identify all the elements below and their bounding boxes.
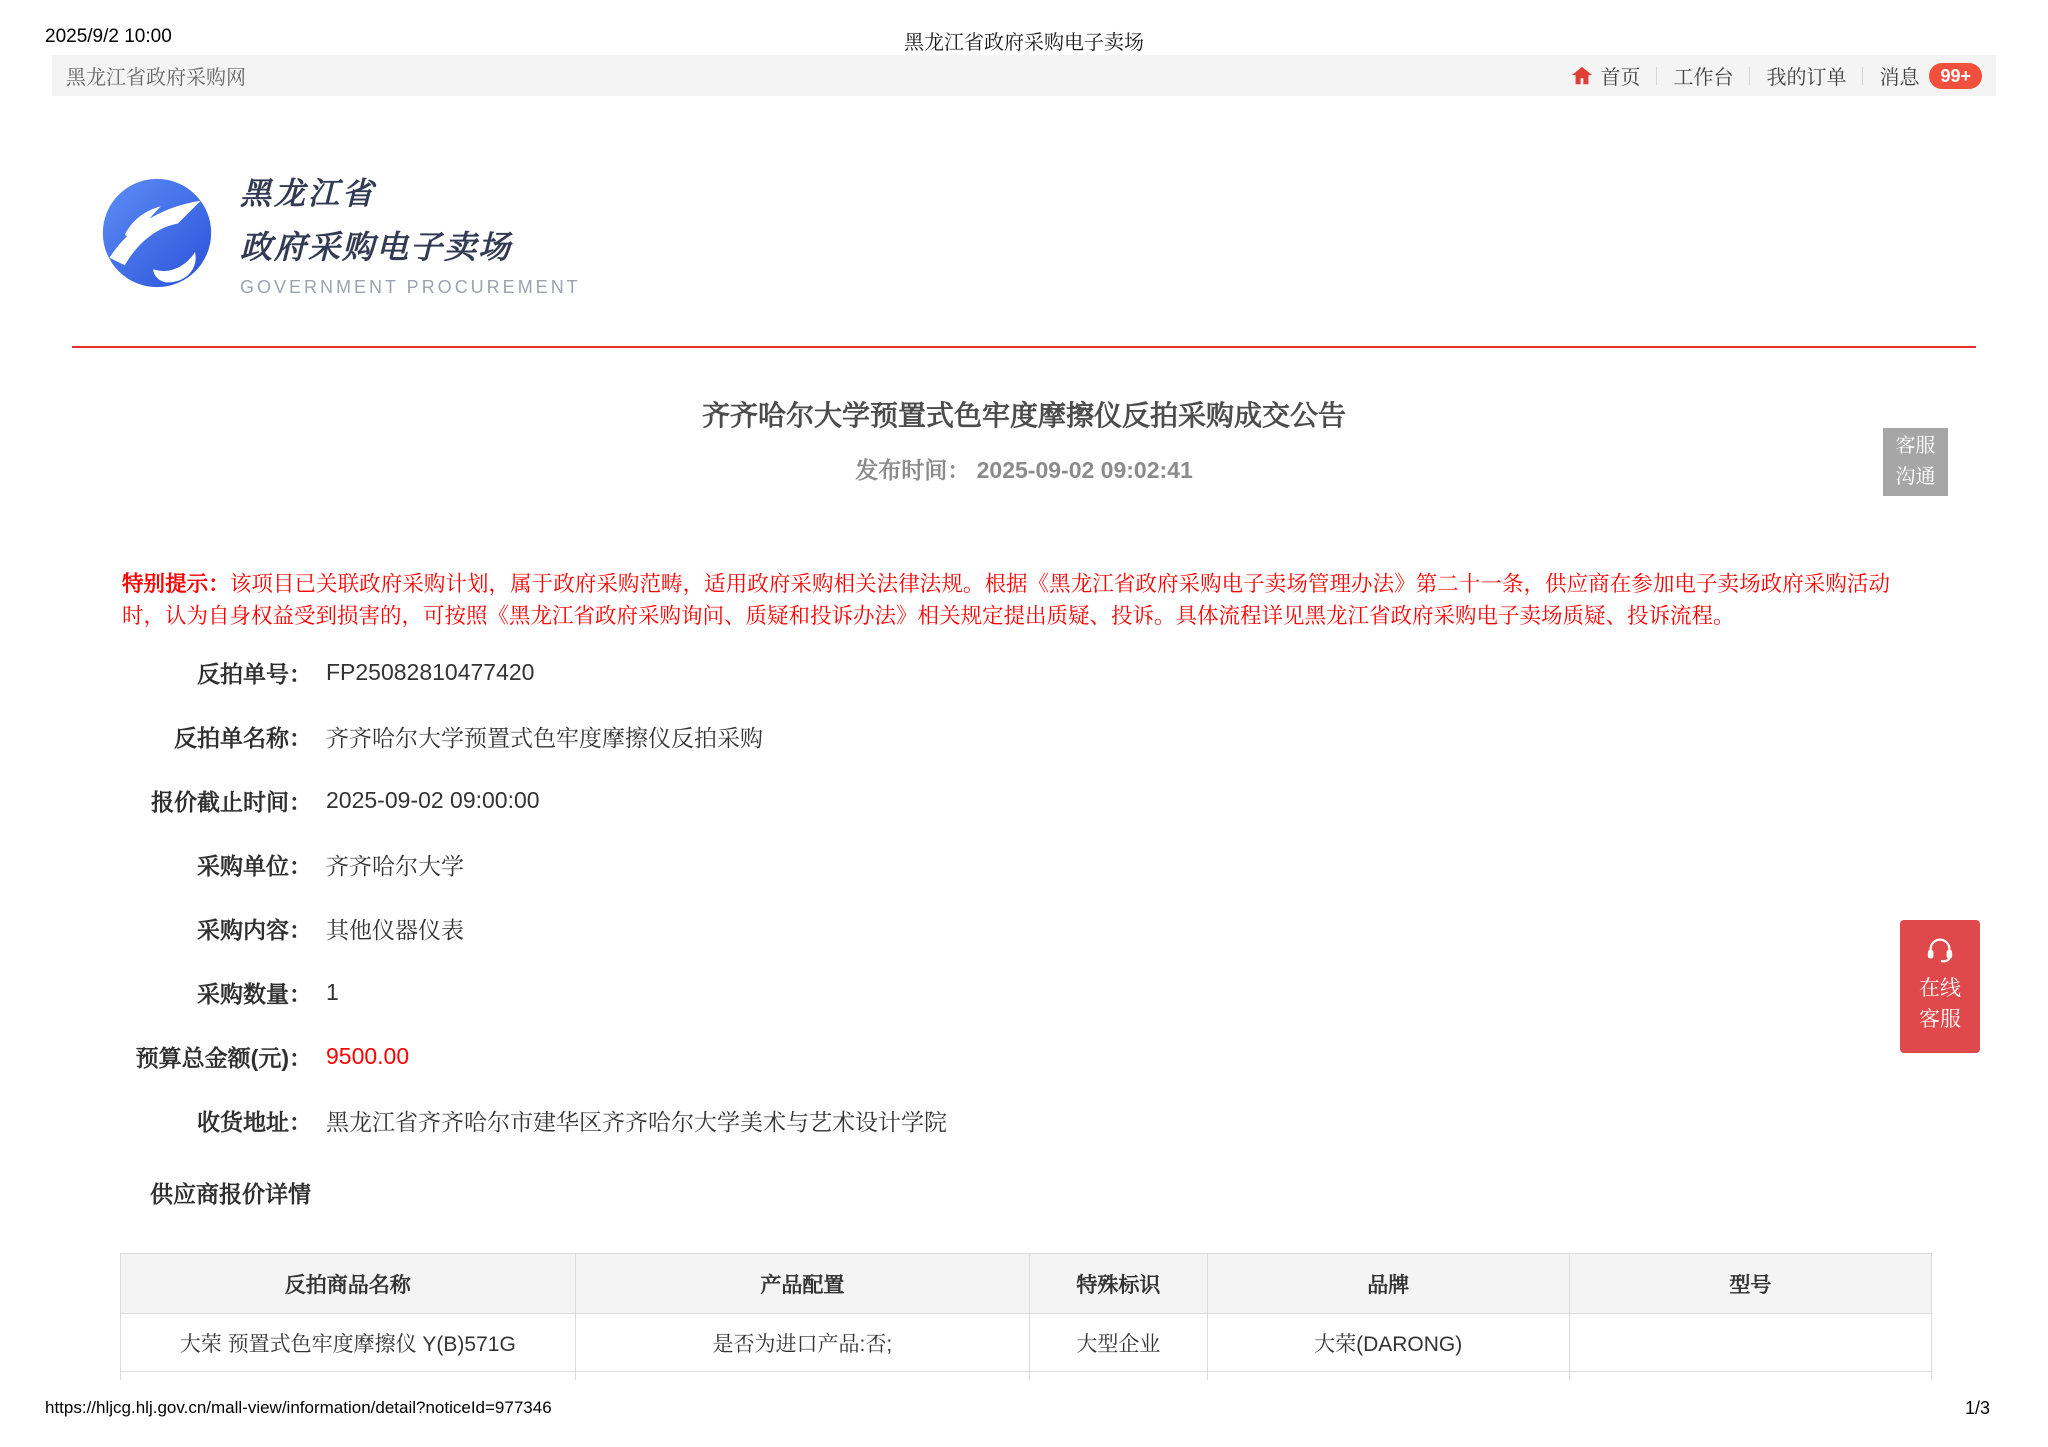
nav-separator: [1749, 67, 1750, 85]
logo-line1: 黑龙江省: [240, 176, 376, 211]
field-row-delivery-address: [120, 1088, 1820, 1152]
field-label: 反拍单号：: [197, 660, 312, 687]
customer-service-chat-button[interactable]: [1883, 428, 1948, 496]
publish-time-value: 2025-09-02 09:02:41: [976, 457, 1193, 483]
field-value: 2025-09-02 09:00:00: [326, 786, 540, 813]
field-value-budget: 9500.00: [326, 1042, 410, 1069]
field-row-budget: [120, 1024, 1820, 1088]
nav-item-my-orders[interactable]: [1766, 61, 1846, 90]
nav-menu: [1570, 61, 1982, 90]
col-header-model: 型号: [1569, 1254, 1931, 1314]
nav-item-workbench[interactable]: [1673, 61, 1733, 90]
logo-subtitle: GOVERNMENT PROCUREMENT: [240, 277, 581, 297]
divider-line: [72, 346, 1976, 348]
field-row-quantity: [120, 960, 1820, 1024]
home-icon: [1570, 65, 1594, 87]
field-value: 齐齐哈尔大学: [326, 852, 464, 879]
logo-icon: [100, 176, 214, 290]
table-row: [121, 1314, 1932, 1372]
field-label: 采购内容：: [197, 916, 312, 943]
online-service-line2: 客服: [1919, 1008, 1961, 1031]
online-service-label: [1900, 973, 1980, 1035]
online-customer-service-button[interactable]: [1900, 920, 1980, 1053]
field-value: 黑龙江省齐齐哈尔市建华区齐齐哈尔大学美术与艺术设计学院: [326, 1108, 947, 1135]
cell-product-config: 是否为进口产品:否;: [575, 1314, 1030, 1372]
nav-separator: [1862, 67, 1863, 85]
col-header-product-config: 产品配置: [575, 1254, 1030, 1314]
field-row-auction-name: [120, 704, 1820, 768]
field-label: 报价截止时间：: [151, 788, 312, 815]
nav-separator: [1656, 67, 1657, 85]
announcement-title: 齐齐哈尔大学预置式色牢度摩擦仪反拍采购成交公告: [701, 400, 1346, 431]
field-label: 采购数量：: [197, 980, 312, 1007]
print-doc-title: 黑龙江省政府采购电子卖场: [904, 32, 1144, 54]
nav-item-messages[interactable]: [1879, 61, 1919, 90]
cell-brand: 大荣(DARONG): [1207, 1314, 1569, 1372]
special-tip: [122, 568, 1890, 632]
cell-product-name: 大荣 预置式色牢度摩擦仪 Y(B)571G: [121, 1314, 576, 1372]
field-value: 其他仪器仪表: [326, 916, 464, 943]
table-row-clipped: [121, 1372, 1932, 1381]
field-row-purchase-content: [120, 896, 1820, 960]
logo-line2: 政府采购电子卖场: [240, 229, 513, 265]
field-row-auction-no: [120, 640, 1820, 704]
col-header-product-name: 反拍商品名称: [121, 1254, 576, 1314]
print-page-number: 1/3: [1964, 1398, 1990, 1418]
field-value: 1: [326, 978, 339, 1005]
publish-time-row: [0, 452, 2048, 485]
print-url: https://hljcg.hlj.gov.cn/mall-view/information/detail?noticeId=977346: [45, 1398, 552, 1417]
logo-text: [240, 168, 581, 298]
field-label: 反拍单名称：: [174, 724, 312, 751]
field-value: 齐齐哈尔大学预置式色牢度摩擦仪反拍采购: [326, 724, 763, 751]
nav-item-label: 首页: [1600, 67, 1641, 89]
field-label: 收货地址：: [197, 1108, 312, 1135]
cell-special-mark: 大型企业: [1030, 1314, 1207, 1372]
field-value: FP25082810477420: [326, 658, 535, 685]
col-header-brand: 品牌: [1207, 1254, 1569, 1314]
special-tip-label: 特别提示：: [122, 572, 230, 596]
field-row-purchaser: [120, 832, 1820, 896]
print-datetime: 2025/9/2 10:00: [45, 26, 172, 47]
nav-item-label: 消息: [1879, 67, 1920, 89]
site-logo[interactable]: [100, 168, 581, 298]
top-navbar: [52, 55, 1996, 96]
publish-time-label: 发布时间：: [855, 457, 971, 483]
supplier-quote-section-title: 供应商报价详情: [150, 1181, 311, 1207]
nav-item-label: 工作台: [1673, 67, 1734, 89]
nav-item-home[interactable]: [1570, 61, 1640, 90]
message-count-badge[interactable]: 99+: [1929, 63, 1982, 89]
supplier-quote-table: [120, 1253, 1932, 1380]
field-label: 预算总金额(元)：: [135, 1044, 312, 1071]
customer-service-chat-label: 客服沟通: [1895, 435, 1936, 488]
detail-fields: [120, 640, 1820, 1152]
field-row-quote-deadline: [120, 768, 1820, 832]
online-service-line1: 在线: [1919, 977, 1961, 1000]
field-label: 采购单位：: [197, 852, 312, 879]
site-name-link[interactable]: 黑龙江省政府采购网: [66, 67, 246, 89]
headset-icon: [1900, 934, 1980, 969]
nav-item-label: 我的订单: [1766, 67, 1847, 89]
table-header-row: [121, 1254, 1932, 1314]
col-header-special-mark: 特殊标识: [1030, 1254, 1207, 1314]
special-tip-text: 该项目已关联政府采购计划，属于政府采购范畴，适用政府采购相关法律法规。根据《黑龙江省政府采购电子卖场管理办法》第二十一条，供应商在参加电子卖场政府采购活动时，认为自身权益受到损害的，可按照《黑龙江省政府采购询问、质疑和投诉办法》相关规定提出质疑、投诉。具体流程详见黑龙江省政府采购电子卖场质疑、投诉流程。: [122, 572, 1890, 628]
cell-model: [1569, 1314, 1931, 1372]
